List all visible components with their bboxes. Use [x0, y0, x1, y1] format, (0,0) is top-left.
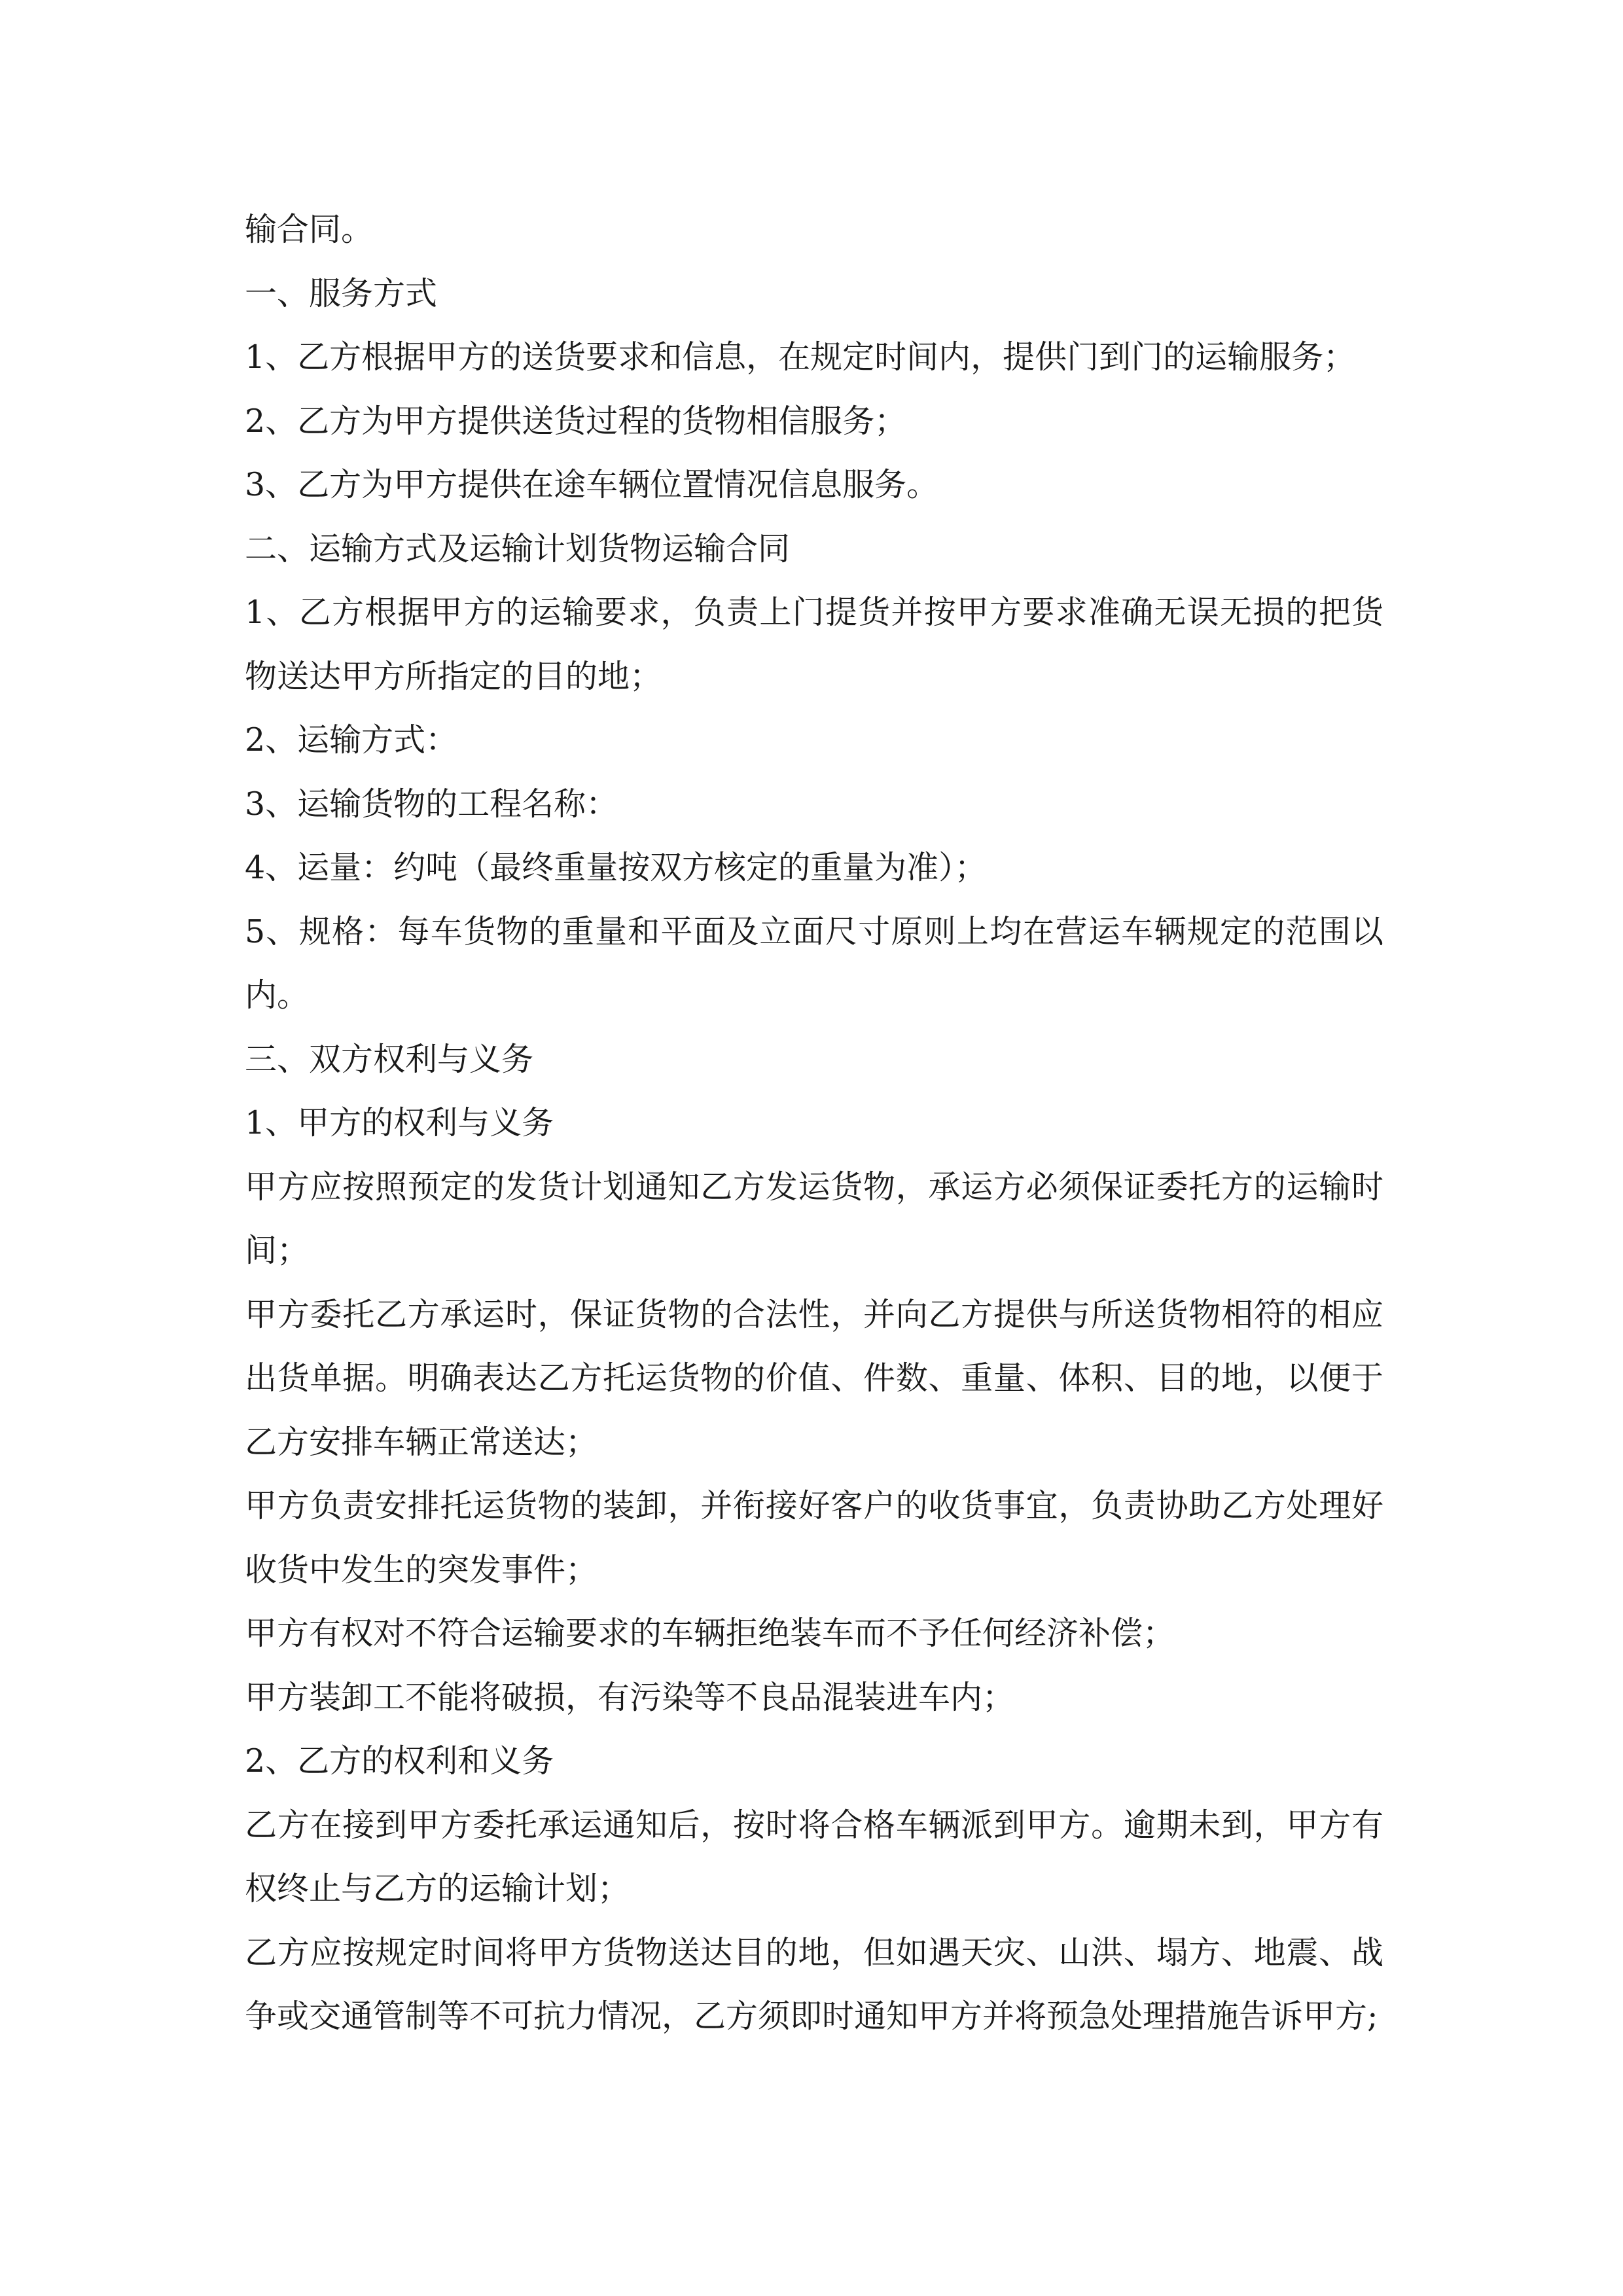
paragraph-party-a-1: 甲方应按照预定的发货计划通知乙方发运货物，承运方必须保证委托方的运输时间；	[245, 1168, 1383, 1269]
paragraph-transport-4: 4、运量：约吨（最终重量按双方核定的重量为准）；	[245, 849, 987, 886]
paragraph-party-a-3: 甲方负责安排托运货物的装卸，并衔接好客户的收货事宜，负责协助乙方处理好收货中发生的突发事件；	[245, 1487, 1383, 1588]
paragraph-transport-3: 3、运输货物的工程名称：	[245, 785, 618, 823]
paragraph-transport-2: 2、运输方式：	[245, 721, 458, 759]
paragraph-intro-tail: 输合同。	[245, 211, 374, 248]
subheading-party-a: 1、甲方的权利与义务	[245, 1104, 554, 1141]
paragraph-party-a-4: 甲方有权对不符合运输要求的车辆拒绝装车而不予任何经济补偿；	[245, 1615, 1175, 1652]
paragraph-transport-1: 1、乙方根据甲方的运输要求，负责上门提货并按甲方要求准确无误无损的把货物送达甲方所指定的目的地；	[245, 594, 1383, 695]
paragraph-party-a-2: 甲方委托乙方承运时，保证货物的合法性，并向乙方提供与所送货物相符的相应出货单据。明确表达乙方托运货物的价值、件数、重量、体积、目的地，以便于乙方安排车辆正常送达；	[245, 1295, 1383, 1461]
subheading-party-b: 2、乙方的权利和义务	[245, 1742, 554, 1780]
paragraph-transport-5: 5、规格：每车货物的重量和平面及立面尺寸原则上均在营运车辆规定的范围以内。	[245, 912, 1383, 1014]
paragraph-service-3: 3、乙方为甲方提供在途车辆位置情况信息服务。	[245, 466, 939, 503]
section-heading-service-mode: 一、服务方式	[245, 274, 438, 312]
paragraph-party-b-1: 乙方在接到甲方委托承运通知后，按时将合格车辆派到甲方。逾期未到，甲方有权终止与乙方的运输计划；	[245, 1806, 1383, 1907]
paragraph-service-2: 2、乙方为甲方提供送货过程的货物相信服务；	[245, 402, 907, 440]
paragraph-party-b-2: 乙方应按规定时间将甲方货物送达目的地，但如遇天灾、山洪、塌方、地震、战争或交通管制等不可抗力情况，乙方须即时通知甲方并将预急处理措施告诉甲方;	[245, 1933, 1383, 2035]
document-body	[245, 198, 1383, 2049]
section-heading-transport-plan: 二、运输方式及运输计划货物运输合同	[245, 529, 791, 567]
paragraph-party-a-5: 甲方装卸工不能将破损，有污染等不良品混装进车内；	[245, 1678, 1015, 1716]
section-heading-rights-obligations: 三、双方权利与义务	[245, 1040, 534, 1078]
paragraph-service-1: 1、乙方根据甲方的送货要求和信息，在规定时间内，提供门到门的运输服务；	[245, 338, 1356, 376]
